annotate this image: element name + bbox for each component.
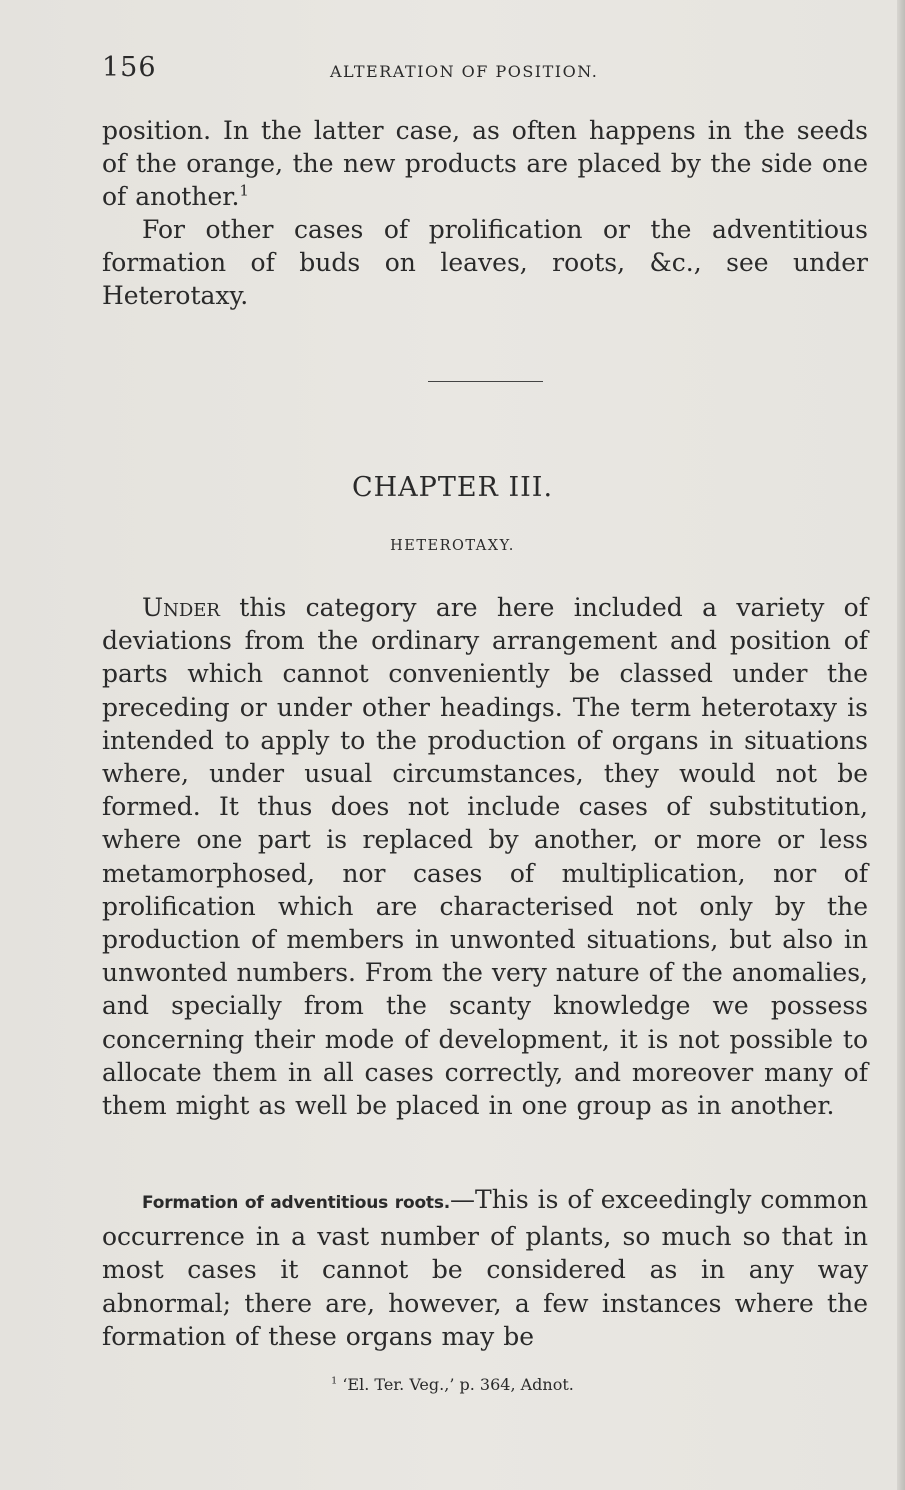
continuation-text: position. In the latter case, as often happens in the seeds of the orange, the new products are placed by the side one of another. bbox=[102, 116, 868, 212]
other-cases-text: For other cases of prolification or the adventitious formation of buds on leaves, roots, &c., see under Heterotaxy. bbox=[102, 215, 868, 311]
chapter-heading: CHAPTER III. bbox=[351, 472, 554, 503]
adventitious-roots-text: —This is of exceedingly common occurrence in a vast number of plants, so much so that in most cases it cannot be considered as in any way abnormal; there are, however, a few instances where the formation of these organs may be bbox=[102, 1185, 869, 1351]
lead-word: Under bbox=[142, 593, 220, 622]
page-edge-shadow bbox=[897, 0, 905, 1490]
continuation-paragraph bbox=[102, 114, 868, 214]
adventitious-roots-paragraph bbox=[102, 1183, 868, 1353]
footnote-reference: 1 bbox=[239, 182, 249, 201]
other-cases-paragraph bbox=[102, 213, 868, 313]
run-in-heading: Formation of adventitious roots. bbox=[142, 1193, 451, 1213]
footnote-text: ‘El. Ter. Veg.,’ p. 364, Adnot. bbox=[342, 1375, 574, 1394]
running-header bbox=[102, 52, 868, 92]
intro-text: this category are here included a variety of deviations from the ordinary arrangement and position of parts which cannot conveniently be classed under the preceding or under other headings. The term heterotaxy is intended to apply to the production of organs in situations where, under usual circumstances, they would not be formed. It thus does not include cases of substitution, where one part is replaced by another, or more or less metamorphosed, nor cases of multiplication, nor of prolification which are characterised not only by the production of members in unwonted situations, but also in unwonted numbers. From the very nature of the anomalies, and specially from the scanty knowledge we possess concerning their mode of development, it is not possible to allocate them in all cases correctly, and moreover many of them might as well be placed in one group as in another. bbox=[102, 593, 868, 1121]
section-divider-rule bbox=[428, 381, 543, 382]
page-number: 156 bbox=[102, 52, 157, 83]
intro-paragraph bbox=[102, 591, 868, 1122]
running-title: ALTERATION OF POSITION. bbox=[330, 62, 599, 81]
chapter-subheading: HETEROTAXY. bbox=[390, 538, 515, 554]
footnote bbox=[0, 1375, 905, 1394]
footnote-marker: 1 bbox=[331, 1375, 338, 1387]
